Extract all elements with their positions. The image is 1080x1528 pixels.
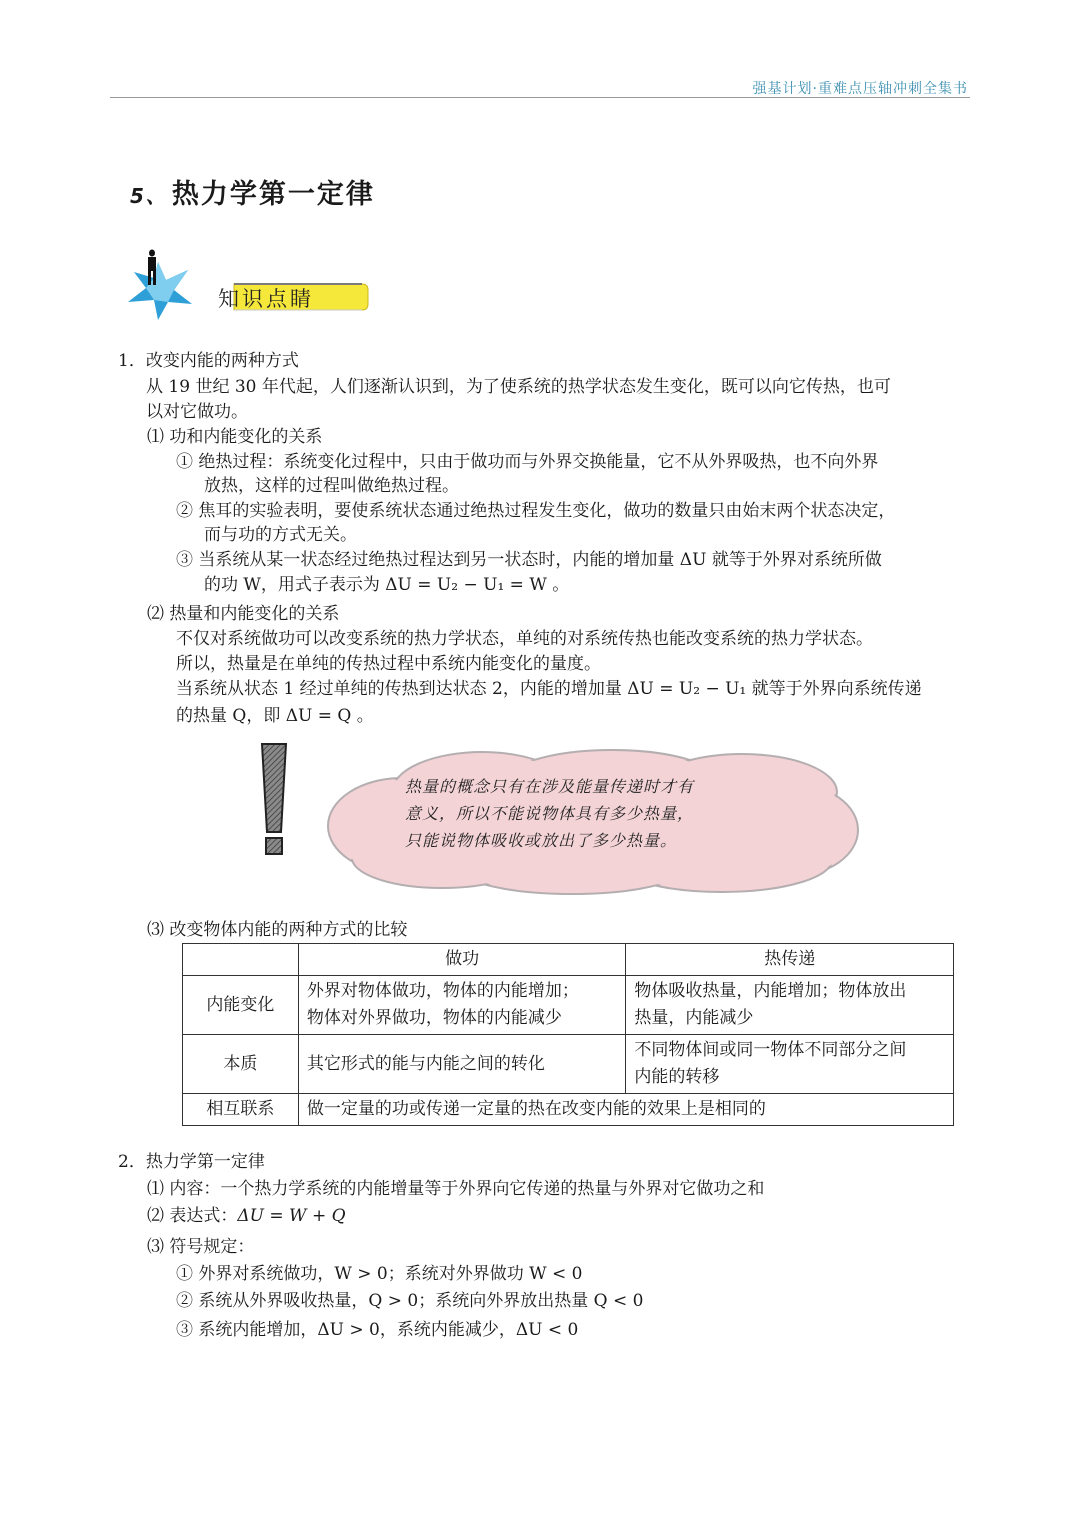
sub1-item2-line2: 而与功的方式无关。 xyxy=(204,525,357,545)
table-header-work: 做功 xyxy=(298,944,626,976)
sub1-item3-line1: ③ 当系统从某一状态经过绝热过程达到另一状态时，内能的增加量 ΔU 就等于外界对系统所做 xyxy=(176,550,882,570)
sub2-heading: ⑵ 热量和内能变化的关系 xyxy=(147,604,340,624)
point2-sign2: ② 系统从外界吸收热量，Q > 0；系统向外界放出热量 Q < 0 xyxy=(176,1291,644,1311)
cell-heat-internal-energy xyxy=(626,976,954,1035)
cell-line: 热量，内能减少 xyxy=(634,1008,754,1028)
header-divider xyxy=(110,97,970,98)
cell-line: 物体对外界做功，物体的内能减少 xyxy=(306,1008,562,1028)
sub2-line3: 当系统从状态 1 经过单纯的传热到达状态 2，内能的增加量 ΔU = U₂ − U₁ 就等于外界向系统传递 xyxy=(176,679,922,699)
row-label-essence: 本质 xyxy=(183,1035,299,1094)
section-number: 5、 xyxy=(130,184,168,208)
point2-heading: 2．热力学第一定律 xyxy=(118,1152,265,1172)
table-row xyxy=(183,1094,954,1126)
section-title xyxy=(130,172,375,211)
comparison-table xyxy=(182,943,954,1126)
row-label-relation: 相互联系 xyxy=(183,1094,299,1126)
cell-work-essence: 其它形式的能与内能之间的转化 xyxy=(298,1035,626,1094)
point2-sign3: ③ 系统内能增加，ΔU > 0，系统内能减少，ΔU < 0 xyxy=(176,1320,579,1340)
sub2-line4: 的热量 Q，即 ΔU = Q 。 xyxy=(176,706,374,726)
cell-line: 内能的转移 xyxy=(634,1067,720,1087)
cell-line: 不同物体间或同一物体不同部分之间 xyxy=(634,1040,907,1060)
table-row xyxy=(183,976,954,1035)
cell-line: 外界对物体做功，物体的内能增加； xyxy=(306,981,579,1001)
sub1-heading: ⑴ 功和内能变化的关系 xyxy=(147,427,323,447)
sub3-heading: ⑶ 改变物体内能的两种方式的比较 xyxy=(147,920,408,940)
note-line3: 只能说物体吸收或放出了多少热量。 xyxy=(405,831,678,850)
point1-intro-line2: 以对它做功。 xyxy=(146,402,248,422)
sub1-item2-line1: ② 焦耳的实验表明，要使系统状态通过绝热过程发生变化，做功的数量只由始末两个状态决定， xyxy=(176,501,896,521)
person-on-star-icon xyxy=(128,250,192,321)
table-row xyxy=(183,1035,954,1094)
sub2-line1: 不仅对系统做功可以改变系统的热力学状态，单纯的对系统传热也能改变系统的热力学状态。 xyxy=(176,629,873,649)
cell-line: 物体吸收热量，内能增加；物体放出 xyxy=(634,981,907,1001)
sub1-item1-line2: 放热，这样的过程叫做绝热过程。 xyxy=(204,476,459,496)
sub1-item1-line1: ① 绝热过程：系统变化过程中，只由于做功而与外界交换能量，它不从外界吸热，也不向外界 xyxy=(176,452,879,472)
point2-expression xyxy=(147,1204,346,1228)
table-row xyxy=(183,944,954,976)
note-line2: 意义，所以不能说物体具有多少热量， xyxy=(405,804,695,823)
section-title-text: 热力学第一定律 xyxy=(171,179,375,210)
table-corner-cell xyxy=(183,944,299,976)
sub1-item3-line2: 的功 W，用式子表示为 ΔU = U₂ − U₁ = W 。 xyxy=(204,575,570,595)
book-title: 强基计划·重难点压轴冲刺全集书 xyxy=(752,81,968,97)
row-label-internal-energy: 内能变化 xyxy=(183,976,299,1035)
banner-label: 知识点睛 xyxy=(218,287,314,311)
cell-heat-essence xyxy=(626,1035,954,1094)
cell-relation-merged: 做一定量的功或传递一定量的热在改变内能的效果上是相同的 xyxy=(298,1094,953,1126)
exclamation-icon xyxy=(256,740,292,860)
point1-intro-line1: 从 19 世纪 30 年代起，人们逐渐认识到，为了使系统的热学状态发生变化，既可以向它传热，也可 xyxy=(146,377,891,397)
point1-heading: 1．改变内能的两种方式 xyxy=(118,351,299,371)
point2-sign1: ① 外界对系统做功，W > 0；系统对外界做功 W < 0 xyxy=(176,1264,583,1284)
cell-work-internal-energy xyxy=(298,976,626,1035)
note-line1: 热量的概念只有在涉及能量传递时才有 xyxy=(405,777,695,796)
point2-content: ⑴ 内容：一个热力学系统的内能增量等于外界向它传递的热量与外界对它做功之和 xyxy=(147,1179,765,1199)
expression-label: ⑵ 表达式： xyxy=(147,1206,238,1226)
table-header-heat: 热传递 xyxy=(626,944,954,976)
point2-sign-heading: ⑶ 符号规定： xyxy=(147,1237,255,1257)
expression-formula: ΔU = W + Q xyxy=(237,1206,346,1226)
sub2-line2: 所以，热量是在单纯的传热过程中系统内能变化的量度。 xyxy=(176,654,601,674)
